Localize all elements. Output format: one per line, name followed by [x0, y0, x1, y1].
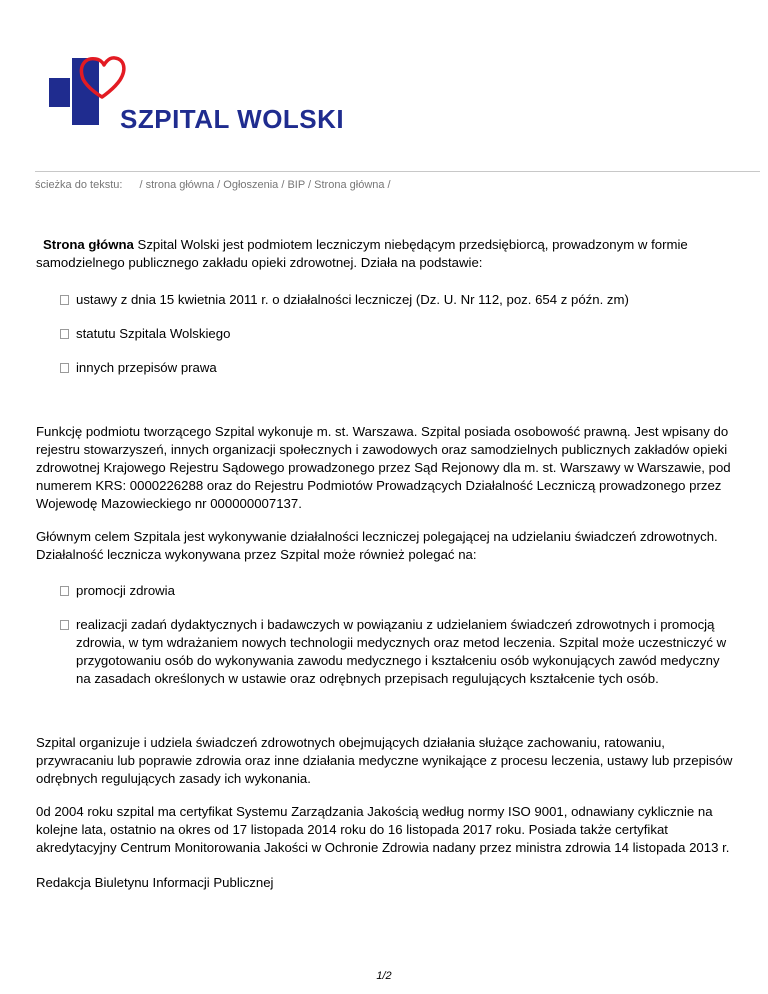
- list-item: statutu Szpitala Wolskiego: [36, 325, 736, 343]
- bullet-box-icon: [60, 363, 69, 373]
- lead-text: Szpital Wolski jest podmiotem leczniczym niebędącym przedsiębiorcą, prowadzonym w formie samodzielnego publicznego zakładu opieki zdrowotnej. Działa na podstawie:: [36, 237, 688, 270]
- bullet-box-icon: [60, 295, 69, 305]
- legal-basis-list: [36, 291, 736, 377]
- logo-text: SZPITAL WOLSKI: [120, 104, 345, 133]
- logo: [44, 53, 384, 133]
- lead-paragraph: [36, 236, 736, 272]
- szpital-wolski-logo-icon: [44, 53, 384, 133]
- list-item: promocji zdrowia: [36, 582, 736, 600]
- breadcrumb: [35, 179, 391, 191]
- breadcrumb-path[interactable]: / strona główna / Ogłoszenia / BIP / Strona główna /: [139, 179, 391, 191]
- paragraph: 0d 2004 roku szpital ma certyfikat Systemu Zarządzania Jakością według normy ISO 9001, odnawiany cyklicznie na kolejne lata, ostatnio na okres od 17 listopada 2014 roku do 16 listopada 2017 roku. Posiada także certyfikat akredytacyjny Centrum Monitorowania Jakości w Ochronie Zdrowia nadany przez ministra zdrowia 14 listopada 2013 r.: [36, 804, 730, 855]
- bullet-box-icon: [60, 620, 69, 630]
- list-item: realizacji zadań dydaktycznych i badawczych w powiązaniu z udzielaniem świadczeń zdrowotnych i promocją zdrowia, w tym wdrażaniem nowych technologii medycznych oraz metod leczenia. Szpital może uczestniczyć w przygotowaniu osób do wykonywania zawodu medycznego i kształceniu osób wykonujących zawód medyczny na zasadach określonych w ustawie oraz odrębnych przepisach regulujących kształcenie tych osób.: [36, 616, 736, 688]
- paragraph: Funkcję podmiotu tworzącego Szpital wykonuje m. st. Warszawa. Szpital posiada osobowość prawną. Jest wpisany do rejestru stowarzyszeń, innych organizacji społecznych i zawodowych oraz samodzielnych publicznych zakładów opieki zdrowotnej Krajowego Rejestru Sądowego prowadzonego przez Sąd Rejonowy dla m. st. Warszawy w Warszawie, pod numerem KRS: 0000226288 oraz do Rejestru Podmiotów Prowadzących Działalność Leczniczą prowadzonego przez Wojewodę Mazowieckiego nr 000000007137.: [36, 424, 731, 511]
- list-item: ustawy z dnia 15 kwietnia 2011 r. o działalności leczniczej (Dz. U. Nr 112, poz. 654 z późn. zm): [36, 291, 736, 309]
- list-item: innych przepisów prawa: [36, 359, 736, 377]
- paragraph: Głównym celem Szpitala jest wykonywanie działalności leczniczej polegającej na udzielaniu świadczeń zdrowotnych. Działalność lecznicza wykonywana przez Szpital może również polegać na:: [36, 529, 718, 562]
- bullet-box-icon: [60, 586, 69, 596]
- page-number: 1/2: [376, 970, 392, 982]
- breadcrumb-label: ścieżka do tekstu:: [35, 179, 123, 191]
- activity-list: [36, 582, 736, 688]
- lead-title: Strona główna: [43, 237, 134, 252]
- header-divider: [35, 171, 760, 172]
- article-body: [36, 236, 736, 892]
- paragraph: Redakcja Biuletynu Informacji Publicznej: [36, 875, 274, 890]
- bullet-box-icon: [60, 329, 69, 339]
- paragraph: Szpital organizuje i udziela świadczeń zdrowotnych obejmujących działania służące zachowaniu, ratowaniu, przywracaniu lub poprawie zdrowia oraz inne działania medyczne wynikające z procesu leczenia, ustawy lub przepisów odrębnych regulujących zasady ich wykonania.: [36, 735, 733, 786]
